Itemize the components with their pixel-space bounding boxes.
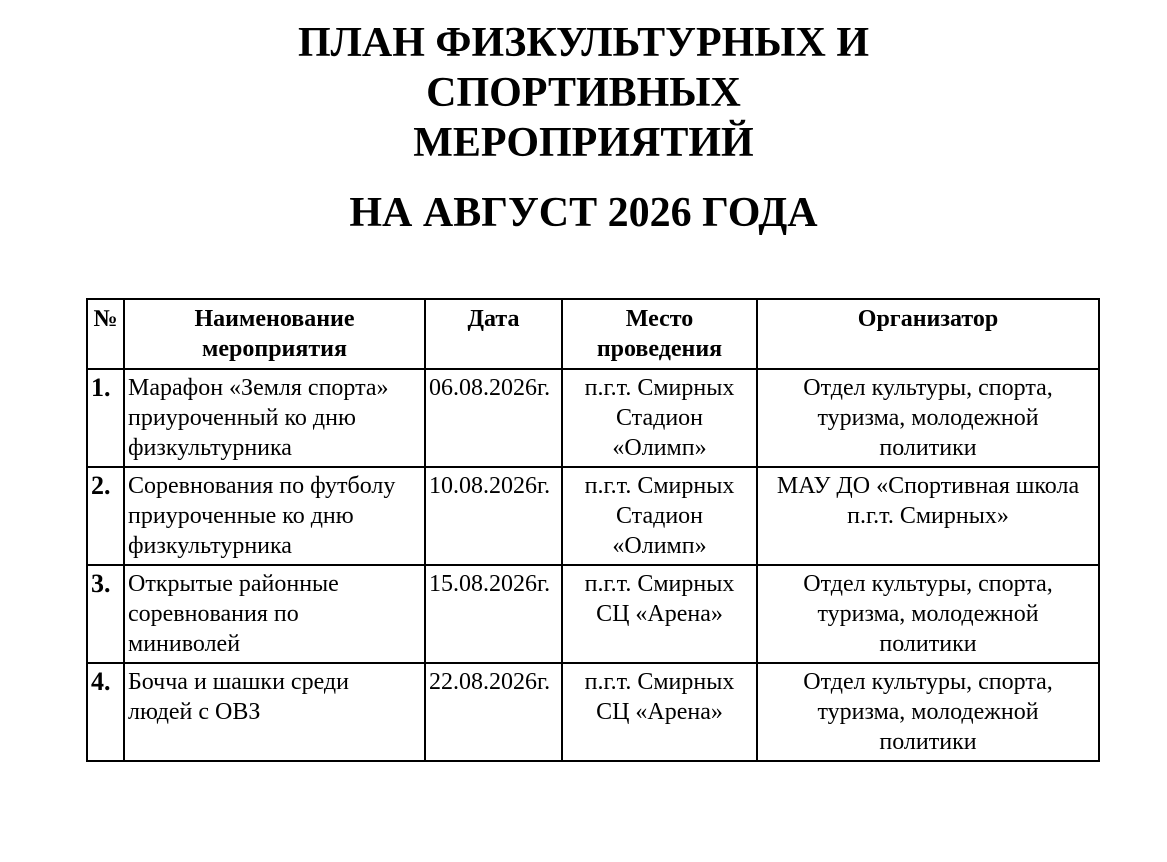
event-organizer: Отдел культуры, спорта, туризма, молодежной политики (757, 663, 1099, 761)
event-name: Открытые районные соревнования по миниволей (124, 565, 425, 663)
table-row (87, 369, 1099, 467)
event-date: 06.08.2026г. (425, 369, 562, 467)
row-number: 3. (87, 565, 124, 663)
table-header-row (87, 299, 1099, 369)
row-number: 1. (87, 369, 124, 467)
event-place: п.г.т. Смирных СЦ «Арена» (562, 565, 757, 663)
event-name: Бочча и шашки среди людей с ОВЗ (124, 663, 425, 761)
events-table (86, 298, 1100, 762)
title-line-1: ПЛАН ФИЗКУЛЬТУРНЫХ И (297, 20, 870, 66)
event-organizer: МАУ ДО «Спортивная школа п.г.т. Смирных» (757, 467, 1099, 565)
row-number: 4. (87, 663, 124, 761)
event-date: 22.08.2026г. (425, 663, 562, 761)
header-name: Наименование мероприятия (124, 299, 425, 369)
event-place: п.г.т. Смирных СЦ «Арена» (562, 663, 757, 761)
header-place: Место проведения (562, 299, 757, 369)
title-line-2: СПОРТИВНЫХ (426, 70, 741, 116)
header-date: Дата (425, 299, 562, 369)
event-name: Соревнования по футболу приуроченные ко дню физкультурника (124, 467, 425, 565)
event-organizer: Отдел культуры, спорта, туризма, молодежной политики (757, 369, 1099, 467)
event-date: 15.08.2026г. (425, 565, 562, 663)
row-number: 2. (87, 467, 124, 565)
table-row (87, 565, 1099, 663)
event-name: Марафон «Земля спорта» приуроченный ко дню физкультурника (124, 369, 425, 467)
event-organizer: Отдел культуры, спорта, туризма, молодежной политики (757, 565, 1099, 663)
document-title (0, 18, 1167, 238)
event-date: 10.08.2026г. (425, 467, 562, 565)
event-place: п.г.т. Смирных Стадион «Олимп» (562, 369, 757, 467)
table-row (87, 467, 1099, 565)
event-place: п.г.т. Смирных Стадион «Олимп» (562, 467, 757, 565)
header-organizer: Организатор (757, 299, 1099, 369)
header-num: № (87, 299, 124, 369)
document-subtitle: НА АВГУСТ 2026 ГОДА (349, 190, 818, 236)
table-row (87, 663, 1099, 761)
title-line-3: МЕРОПРИЯТИЙ (413, 120, 754, 166)
